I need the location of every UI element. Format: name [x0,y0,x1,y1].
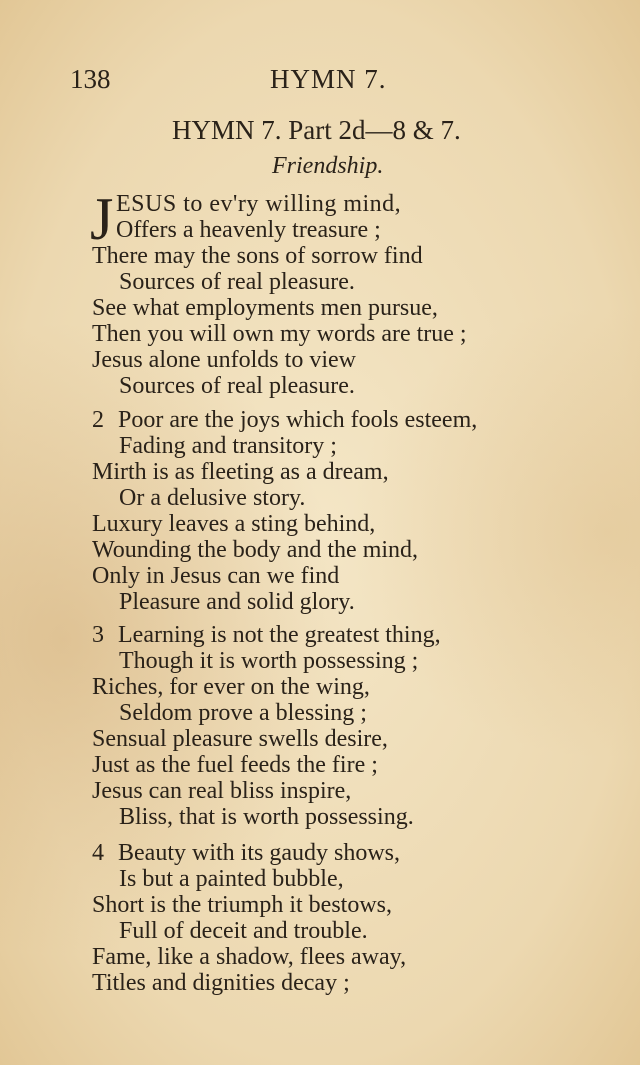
verse-line: 4 Beauty with its gaudy shows, [92,840,400,866]
verse-line: Seldom prove a blessing ; [119,700,367,726]
verse-line: Jesus alone unfolds to view [92,347,356,373]
verse-2 [92,407,562,615]
verse-1 [90,186,562,399]
page-header [0,64,640,104]
verse-line: Sources of real pleasure. [119,373,355,399]
verse-line: Riches, for ever on the wing, [92,674,370,700]
verse-line: Titles and dignities decay ; [92,970,350,996]
drop-cap: J [90,186,114,252]
verse-line: Offers a heavenly treasure ; [116,217,381,243]
verse-line: Sources of real pleasure. [119,269,355,295]
verse-line: Fame, like a shadow, flees away, [92,944,407,970]
verse-line: Is but a painted bubble, [119,866,344,892]
verse-line: Then you will own my words are true ; [92,321,467,347]
verse-line: Bliss, that is worth possessing. [119,804,414,830]
verse-line: See what employments men pursue, [92,295,438,321]
verse-line: Short is the triumph it bestows, [92,892,392,918]
verse-line: Only in Jesus can we find [92,563,340,589]
verse-4 [92,840,562,996]
verse-1-opening [90,186,562,252]
verse-line: 2 Poor are the joys which fools esteem, [92,407,478,433]
verse-line: Fading and transitory ; [119,433,337,459]
verse-number: 3 [92,622,104,648]
verse-line: Sensual pleasure swells desire, [92,726,388,752]
verse-line: Pleasure and solid glory. [119,589,355,615]
verse-line: There may the sons of sorrow find [92,243,423,269]
verse-line: 3 Learning is not the greatest thing, [92,622,441,648]
verse-line: Or a delusive story. [119,485,306,511]
hymn-title: HYMN 7. Part 2d—8 & 7. [172,115,461,145]
verse-line: Jesus can real bliss inspire, [92,778,352,804]
verse-line: Full of deceit and trouble. [119,918,368,944]
verse-3 [92,622,562,830]
hymn-subtitle: Friendship. [272,153,384,179]
verse-line: Mirth is as fleeting as a dream, [92,459,389,485]
verse-line: ESUS to ev'ry willing mind, [116,191,402,217]
verse-line: Though it is worth possessing ; [119,648,419,674]
verse-number: 4 [92,840,104,866]
verse-line: Luxury leaves a sting behind, [92,511,376,537]
page-number: 138 [70,64,111,94]
verse-number: 2 [92,407,104,433]
verse-line: Wounding the body and the mind, [92,537,419,563]
running-head: HYMN 7. [270,64,387,94]
verse-line: Just as the fuel feeds the fire ; [92,752,378,778]
